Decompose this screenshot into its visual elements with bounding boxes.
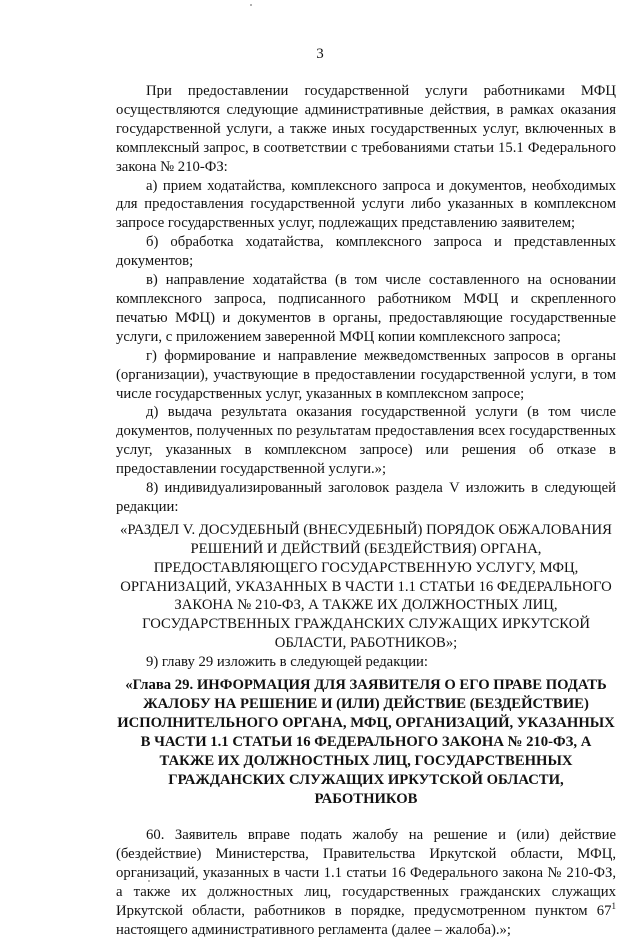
paragraph-item-8: 8) индивидуализированный заголовок раздела V изложить в следующей редакции: <box>116 480 616 515</box>
page-number: 3 <box>316 46 324 62</box>
paragraph-intro: При предоставлении государственной услуги работниками МФЦ осуществляются следующие административные действия, в рамках оказания государственной услуги, а также иных государственных услуг, включенных в комплексный запрос, в соответствии с требованиями статьи 15.1 Федерального закона № 210-ФЗ: <box>116 83 616 175</box>
paragraph-item-b: б) обработка ходатайства, комплексного запроса и представленных документов; <box>116 234 616 270</box>
paragraph-item-60-tail: настоящего административного регламента (далее – жалоба).»; <box>116 921 511 938</box>
footnote-superscript: 1 <box>611 901 616 912</box>
scan-speck <box>250 4 252 6</box>
paragraph-item-g: г) формирование и направление межведомственных запросов в органы (организации), участвующие в предоставлении государственной услуги, в том числе государственных услуг, указанных в комплексном запросе; <box>116 347 616 402</box>
paragraph-item-a: а) прием ходатайства, комплексного запроса и документов, необходимых для предоставления государственной услуги либо указанных в комплексном запросе государственных услуг, подлежащих представлению заявителем; <box>116 177 616 232</box>
paragraph-item-60 <box>116 826 616 939</box>
document-body <box>116 82 616 940</box>
paragraph-item-9: 9) главу 29 изложить в следующей редакции: <box>146 654 428 671</box>
paragraph-item-d: д) выдача результата оказания государственной услуги (в том числе документов, полученных по результатам предоставления всех государственных услуг, указанных в комплексном запросе) или решения об отказе в предоставлении государственной услуги.»; <box>116 404 616 478</box>
section-v-heading: «РАЗДЕЛ V. ДОСУДЕБНЫЙ (ВНЕСУДЕБНЫЙ) ПОРЯДОК ОБЖАЛОВАНИЯ РЕШЕНИЙ И ДЕЙСТВИЙ (БЕЗДЕЙСТВИЯ) ОРГАНА, ПРЕДОСТАВЛЯЮЩЕГО ГОСУДАРСТВЕННУЮ УСЛУГУ, МФЦ, ОРГАНИЗАЦИЙ, УКАЗАННЫХ В ЧАСТИ 1.1 СТАТЬИ 16 ФЕДЕРАЛЬНОГО ЗАКОНА № 210-ФЗ, А ТАКЖЕ ИХ ДОЛЖНОСТНЫХ ЛИЦ, ГОСУДАРСТВЕННЫХ ГРАЖДАНСКИХ СЛУЖАЩИХ ИРКУТСКОЙ ОБЛАСТИ, РАБОТНИКОВ»; <box>120 521 612 652</box>
paragraph-item-v: в) направление ходатайства (в том числе составленного на основании комплексного запроса, подписанного работником МФЦ и скрепленного печатью МФЦ) и документов в органы, предоставляющие государственные услуги, с приложением заверенной МФЦ копии комплексного запроса; <box>116 272 616 345</box>
blank-line <box>116 808 616 826</box>
chapter-29-heading: «Глава 29. ИНФОРМАЦИЯ ДЛЯ ЗАЯВИТЕЛЯ О ЕГО ПРАВЕ ПОДАТЬ ЖАЛОБУ НА РЕШЕНИЕ И (ИЛИ) ДЕЙСТВИЕ (БЕЗДЕЙСТВИЕ) ИСПОЛНИТЕЛЬНОГО ОРГАНА, МФЦ, ОРГАНИЗАЦИЙ, УКАЗАННЫХ В ЧАСТИ 1.1 СТАТЬИ 16 ФЕДЕРАЛЬНОГО ЗАКОНА № 210-ФЗ, А ТАКЖЕ ИХ ДОЛЖНОСТНЫХ ЛИЦ, ГОСУДАРСТВЕННЫХ ГРАЖДАНСКИХ СЛУЖАЩИХ ИРКУТСКОЙ ОБЛАСТИ, РАБОТНИКОВ <box>117 677 615 807</box>
paragraph-item-60-text: 60. Заявитель вправе подать жалобу на решение и (или) действие (бездействие) Министерства, Правительства Иркутской области, МФЦ, организаций, указанных в части 1.1 статьи 16 Федерального закона № 210-ФЗ, а также их должностных лиц, государственных гражданских служащих Иркутской области, работников в порядке, предусмотренном пунктом 67 <box>116 827 616 920</box>
